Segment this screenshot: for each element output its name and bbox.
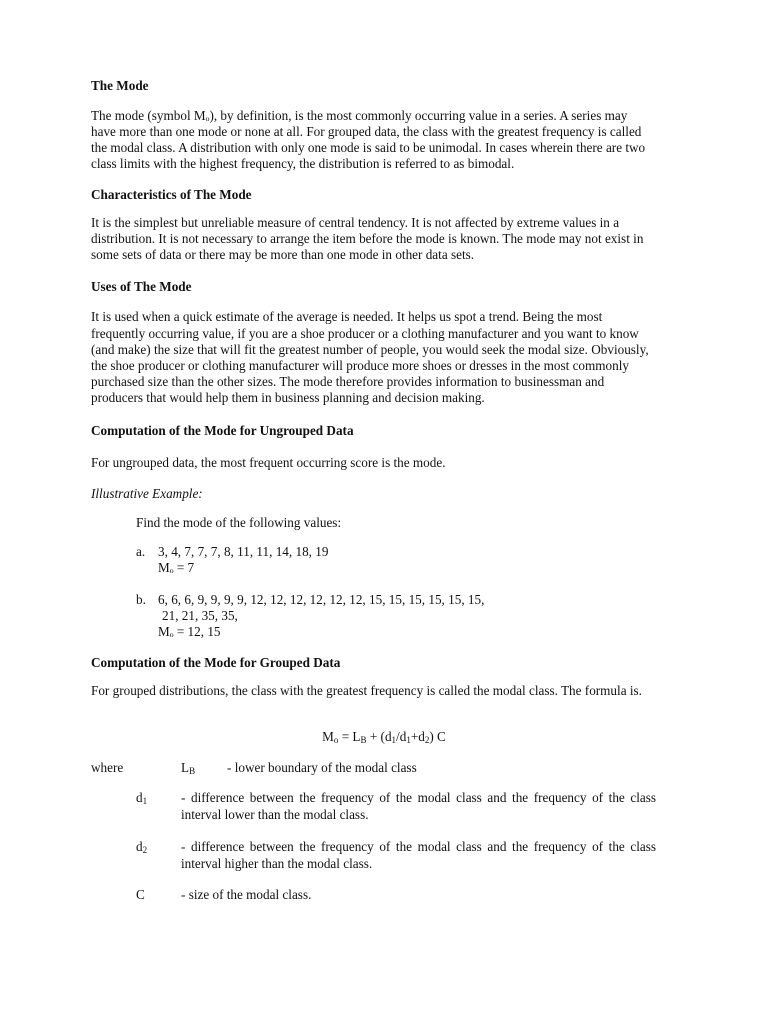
where-label: where (91, 760, 124, 775)
item-a-marker: a. (136, 544, 146, 559)
characteristics-line-1: It is the simplest but unreliable measure of central tendency. It is not affected by extreme values in a (91, 215, 620, 230)
c-symbol: C (136, 887, 145, 902)
c-definition: - size of the modal class. (181, 887, 312, 902)
characteristics-line-3: some sets of data or there may be more than one mode in other data sets. (91, 247, 475, 262)
d1-symbol: $d_1$ (136, 790, 148, 806)
grouped-text: For grouped distributions, the class with the greatest frequency is called the modal class. The formula is. (91, 683, 642, 698)
mode-line-2: have more than one mode or none at all. For grouped data, the class with the greatest frequency is called (91, 124, 642, 139)
heading-uses: Uses of The Mode (91, 279, 192, 294)
characteristics-line-2: distribution. It is not necessary to arrange the item before the mode is known. The mode may not exist in (91, 231, 644, 246)
mode-line-1: The mode (symbol Mₒ), by definition, is the most commonly occurring value in a series. A series may (91, 108, 628, 123)
uses-line-5: purchased size than the other sizes. The mode therefore provides information to businessman and (91, 374, 605, 389)
d1-definition: - difference between the frequency of the modal class and the frequency of the class interval lower than the modal class. (181, 790, 656, 822)
d2-definition: - difference between the frequency of the modal class and the frequency of the class interval higher than the modal class. (181, 839, 656, 871)
illustrative-example-label: Illustrative Example: (91, 486, 203, 501)
mode-line-4: class limits with the highest frequency, the distribution is referred to as bimodal. (91, 156, 515, 171)
uses-line-4: the shoe producer or clothing manufacturer will produce more shoes or dresses in the most commonly (91, 358, 629, 373)
mode-line-3: the modal class. A distribution with only one mode is said to be unimodal. In cases wherein there are two (91, 140, 646, 155)
heading-ungrouped: Computation of the Mode for Ungrouped Data (91, 423, 354, 438)
uses-line-6: producers that would help them in business planning and decision making. (91, 390, 485, 405)
d2-symbol: $d_2$ (136, 839, 148, 855)
heading-the-mode: The Mode (91, 78, 149, 93)
ungrouped-text: For ungrouped data, the most frequent occurring score is the mode. (91, 455, 446, 470)
lb-definition: - lower boundary of the modal class (227, 760, 417, 775)
example-instruction: Find the mode of the following values: (136, 515, 342, 530)
item-a-values: 3, 4, 7, 7, 7, 8, 11, 11, 14, 18, 19 (158, 544, 329, 559)
uses-line-2: frequently occurring value, if you are a shoe producer or a clothing manufacturer and you want to know (91, 326, 639, 341)
item-a-result: Mₒ = 7 (158, 560, 195, 575)
uses-line-3: (and make) the size that will fit the greatest number of people, you would seek the modal size. Obviously, (91, 342, 649, 357)
lb-symbol: $L_B$ (181, 760, 196, 776)
heading-grouped: Computation of the Mode for Grouped Data (91, 655, 341, 670)
item-b-values-line-1: 6, 6, 6, 9, 9, 9, 9, 12, 12, 12, 12, 12, 12, 15, 15, 15, 15, 15, 15, (158, 592, 485, 607)
mode-formula: $M_o = L_B + (d_1/d_1+d_2)$ C (322, 729, 446, 745)
uses-line-1: It is used when a quick estimate of the average is needed. It helps us spot a trend. Being the most (91, 309, 603, 324)
heading-characteristics: Characteristics of The Mode (91, 187, 252, 202)
item-b-result: Mₒ = 12, 15 (158, 624, 221, 639)
item-b-marker: b. (136, 592, 146, 607)
item-b-values-line-2: 21, 21, 35, 35, (162, 608, 238, 623)
